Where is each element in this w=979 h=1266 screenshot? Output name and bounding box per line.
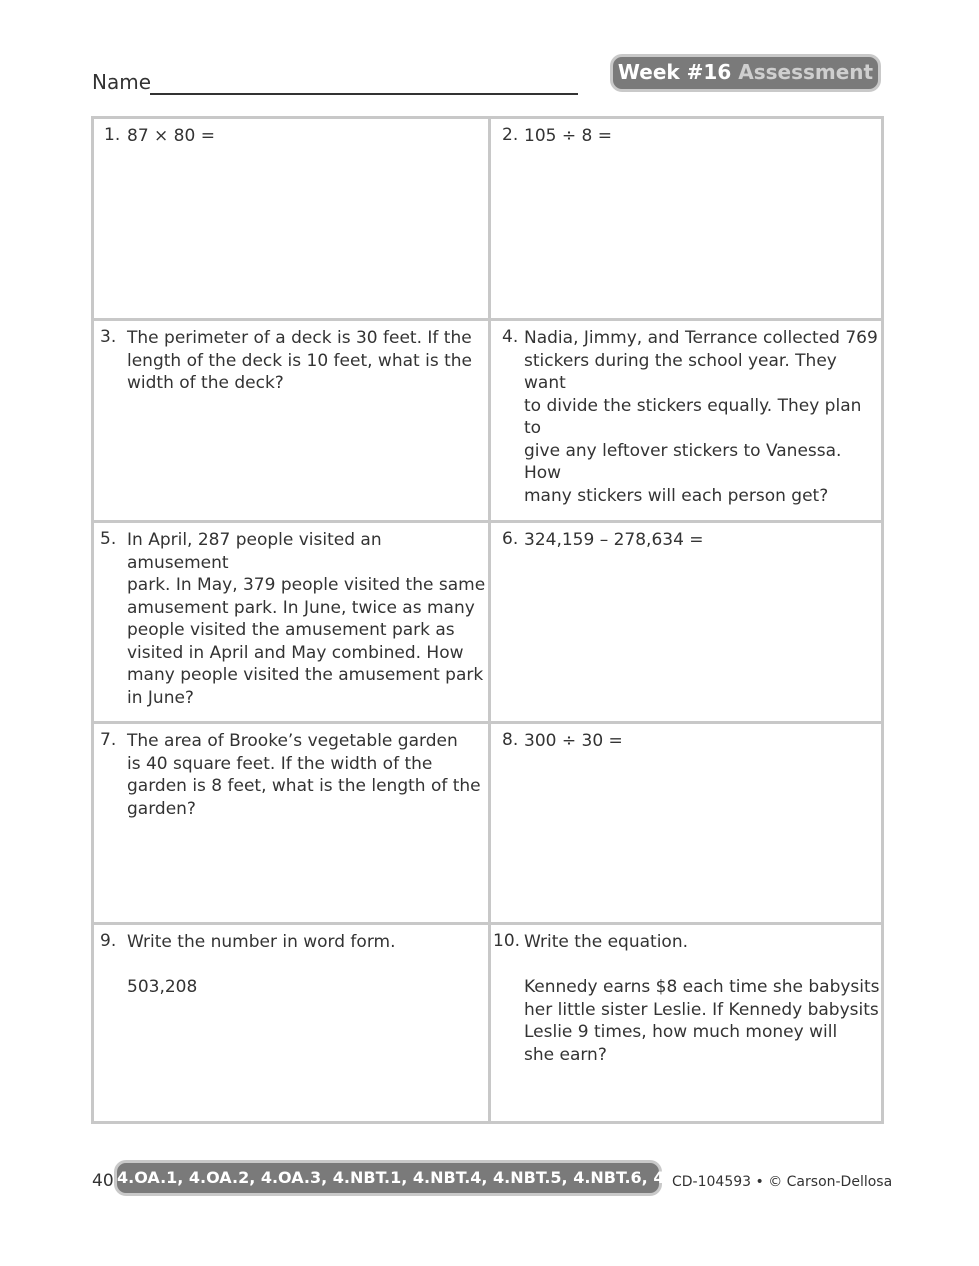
question-cell-10[interactable]	[491, 925, 881, 1121]
week-number: Week #16	[617, 60, 732, 84]
question-cell-7[interactable]	[94, 724, 488, 922]
question-number: 2.	[502, 125, 519, 145]
question-cell-2[interactable]	[491, 119, 881, 318]
question-number: 3.	[100, 327, 117, 347]
question-grid	[91, 116, 884, 1124]
question-text: Write the equation. Kennedy earns $8 each time she babysits her little sister Leslie. If Kennedy babysits Leslie 9 times, how much money will she earn?	[524, 932, 880, 1065]
question-text: 87 × 80 =	[127, 126, 215, 146]
question-number: 7.	[100, 730, 117, 750]
question-text: The perimeter of a deck is 30 feet. If the length of the deck is 10 feet, what is the width of the deck?	[127, 328, 472, 393]
question-cell-5[interactable]	[94, 523, 488, 721]
name-label: Name	[92, 70, 152, 94]
question-text: Nadia, Jimmy, and Terrance collected 769 stickers during the school year. They want to divide the stickers equally. They plan to give any leftover stickers to Vanessa. How many stickers will each person get?	[524, 328, 878, 506]
copyright-text: CD-104593 • © Carson-Dellosa	[672, 1174, 893, 1190]
question-cell-1[interactable]	[94, 119, 488, 318]
question-text: 105 ÷ 8 =	[524, 126, 612, 146]
question-text: In April, 287 people visited an amusement park. In May, 379 people visited the same amusement park. In June, twice as many people visited the amusement park as visited in April and May combined. How many people visited the amusement park in June?	[127, 530, 486, 708]
question-cell-3[interactable]	[94, 321, 488, 520]
question-number: 4.	[502, 327, 519, 347]
week-badge	[610, 54, 881, 92]
question-number: 1.	[104, 125, 121, 145]
name-field[interactable]	[92, 70, 580, 98]
question-text: Write the number in word form. 503,208	[127, 932, 396, 997]
week-label: Assessment	[738, 60, 874, 84]
question-number: 10.	[493, 931, 521, 951]
question-number: 6.	[502, 529, 519, 549]
page-number: 40	[92, 1171, 114, 1191]
name-line[interactable]	[150, 93, 578, 95]
question-number: 8.	[502, 730, 519, 750]
question-text: The area of Brooke’s vegetable garden is 40 square feet. If the width of the garden is 8 feet, what is the length of the garden?	[127, 731, 481, 819]
question-text: 300 ÷ 30 =	[524, 731, 623, 751]
question-cell-9[interactable]	[94, 925, 488, 1121]
question-cell-4[interactable]	[491, 321, 881, 520]
question-number: 9.	[100, 931, 117, 951]
question-number: 5.	[100, 529, 117, 549]
question-text: 324,159 – 278,634 =	[524, 530, 704, 550]
standards-badge: 4.OA.1, 4.OA.2, 4.OA.3, 4.NBT.1, 4.NBT.4, 4.NBT.5, 4.NBT.6, 4.MD.3	[114, 1160, 662, 1196]
question-cell-6[interactable]	[491, 523, 881, 721]
question-cell-8[interactable]	[491, 724, 881, 922]
